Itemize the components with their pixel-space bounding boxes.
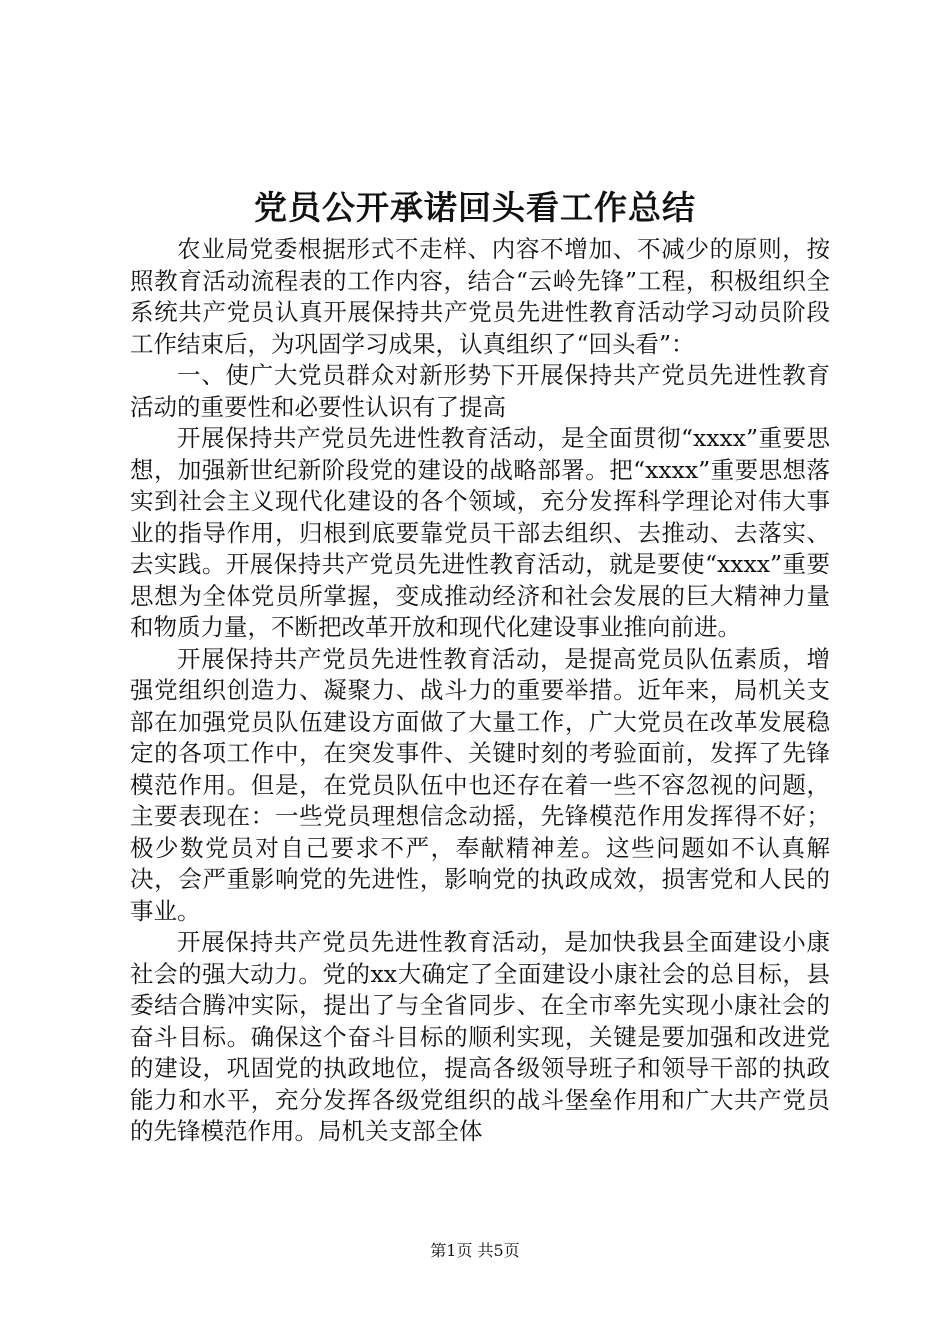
document-title: 党员公开承诺回头看工作总结 [254,188,696,227]
page-footer: 第1页 共5页 [430,1241,520,1260]
section-heading-1: 一、使广大党员群众对新形势下开展保持共产党员先进性教育活动的重要性和必要性认识有了提高 [130,361,830,421]
paragraph-intro: 农业局党委根据形式不走样、内容不增加、不减少的原则，按照教育活动流程表的工作内容，结合“云岭先锋”工程，积极组织全系统共产党员认真开展保持共产党员先进性教育活动学习动员阶段工作结束后，为巩固学习成果，认真组织了“回头看”： [130,235,830,358]
paragraph-3: 开展保持共产党员先进性教育活动，是提高党员队伍素质，增强党组织创造力、凝聚力、战斗力的重要举措。近年来，局机关支部在加强党员队伍建设方面做了大量工作，广大党员在改革发展稳定的各项工作中，在突发事件、关键时刻的考验面前，发挥了先锋模范作用。但是，在党员队伍中也还存在着一些不容忽视的问题，主要表现在：一些党员理想信念动摇，先锋模范作用发挥得不好；极少数党员对自己要求不严，奉献精神差。这些问题如不认真解决，会严重影响党的先进性，影响党的执政成效，损害党和人民的事业。 [130,644,830,925]
document-body [130,234,830,1148]
paragraph-4: 开展保持共产党员先进性教育活动，是加快我县全面建设小康社会的强大动力。党的xx大确定了全面建设小康社会的总目标，县委结合腾冲实际，提出了与全省同步、在全市率先实现小康社会的奋斗目标。确保这个奋斗目标的顺利实现，关键是要加强和改进党的建设，巩固党的执政地位，提高各级领导班子和领导干部的执政能力和水平，充分发挥各级党组织的战斗堡垒作用和广大共产党员的先锋模范作用。局机关支部全体 [130,928,830,1145]
paragraph-2: 开展保持共产党员先进性教育活动，是全面贯彻“xxxx”重要思想，加强新世纪新阶段党的建设的战略部署。把“xxxx”重要思想落实到社会主义现代化建设的各个领域，充分发挥科学理论对伟大事业的指导作用，归根到底要靠党员干部去组织、去推动、去落实、去实践。开展保持共产党员先进性教育活动，就是要使“xxxx”重要思想为全体党员所掌握，变成推动经济和社会发展的巨大精神力量和物质力量，不断把改革开放和现代化建设事业推向前进。 [130,424,830,641]
